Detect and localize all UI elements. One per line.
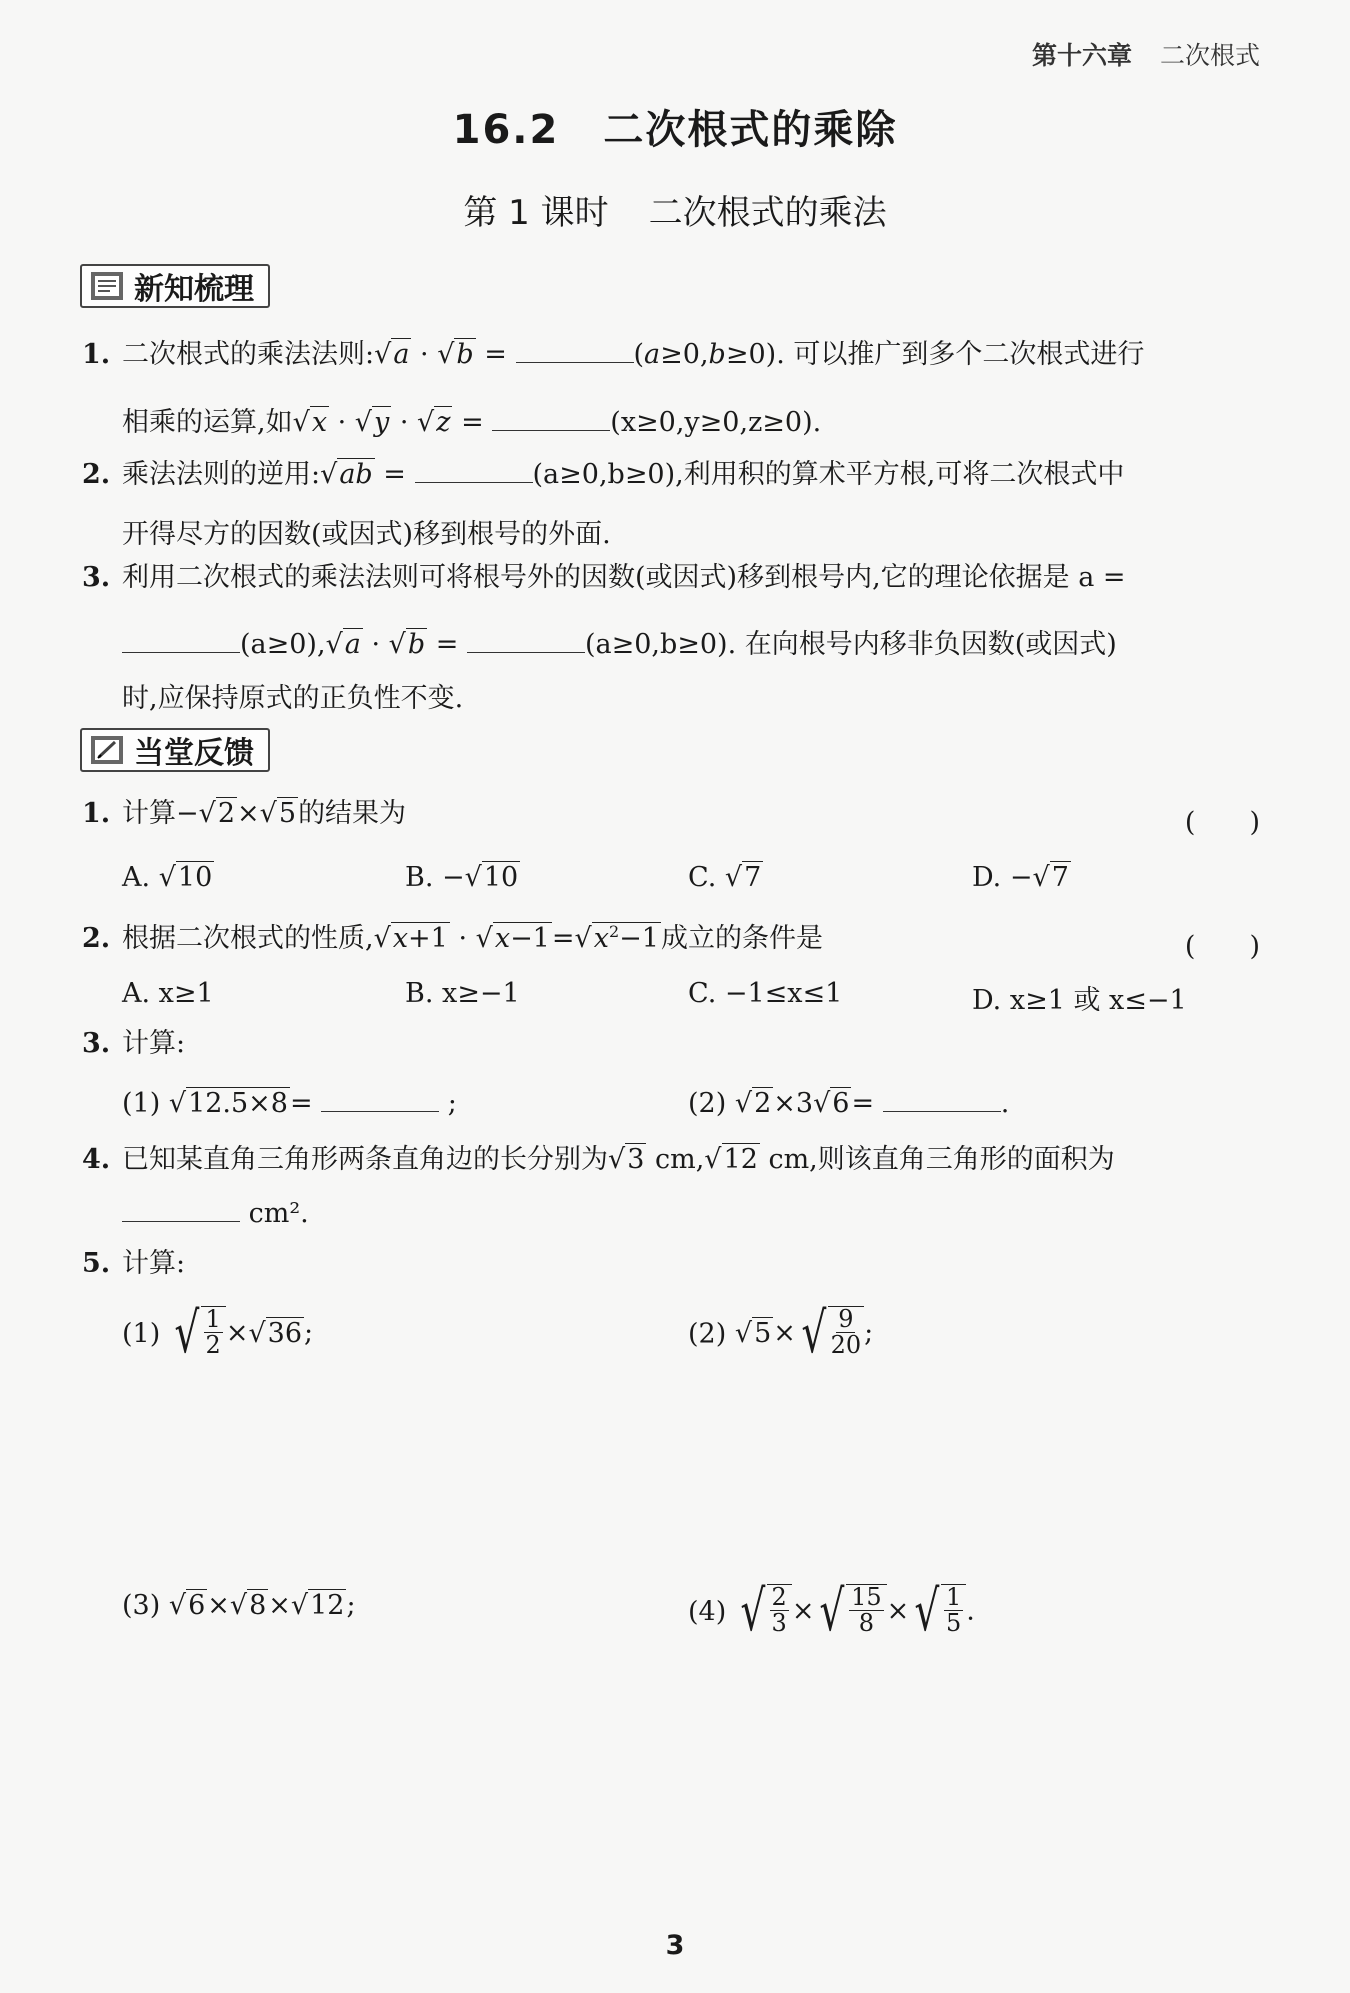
book-icon: [90, 271, 124, 301]
knowledge-item-2: 2. 乘法法则的逆用:√ab = (a≥0,b≥0),利用积的算术平方根,可将二次根式中: [82, 459, 1125, 490]
item-text: (: [633, 339, 645, 370]
option-d[interactable]: D. −√7: [972, 862, 1069, 893]
lesson-number: 第 1 课时: [463, 193, 609, 233]
question-4: 4. 已知某直角三角形两条直角边的长分别为√3 cm,√12 cm,则该直角三角形的面积为: [82, 1144, 1115, 1175]
question-text: 根据二次根式的性质,: [122, 923, 374, 954]
question-text: 计算: [122, 798, 176, 829]
section-header-label: 当堂反馈: [134, 736, 254, 771]
question-3-part-2: (2) √2×3√6= .: [688, 1088, 1010, 1119]
question-number: 1.: [82, 798, 111, 829]
question-2: 2. 根据二次根式的性质$,√x+1 \cdot √x-1=√x^2-1$成立的条件是: [82, 922, 823, 954]
option-c[interactable]: C. √7: [688, 862, 762, 893]
item-number: 3.: [82, 562, 111, 593]
item-text: (a≥0,b≥0),利用积的算术平方根,可将二次根式中: [532, 459, 1125, 490]
question-5-part-1: (1) √ $\frac{1}{2}$ ×√36;: [122, 1301, 314, 1366]
question-text: cm².: [248, 1198, 309, 1229]
answer-bracket[interactable]: ( ): [1184, 807, 1260, 838]
knowledge-item-2-line2: 开得尽方的因数(或因式)移到根号的外面.: [122, 519, 611, 550]
question-3: [82, 1030, 185, 1057]
question-4-line2: [122, 1198, 309, 1229]
question-5: [82, 1250, 185, 1277]
pencil-icon: [90, 735, 124, 765]
item-text: (a≥0),: [240, 629, 326, 660]
sqrt-x: √x: [292, 407, 328, 438]
chapter-label: 第十六章: [1031, 41, 1132, 70]
item-text: 二次根式的乘法法则:: [122, 339, 375, 370]
sqrt-a: √a: [374, 339, 410, 370]
section-number: 16.2: [452, 107, 560, 153]
answer-bracket[interactable]: ( ): [1184, 931, 1260, 962]
section-header-label: 新知梳理: [134, 272, 254, 307]
answer-blank[interactable]: [492, 408, 610, 431]
item-text: ). 可以推广到多个二次根式进行: [765, 339, 1145, 370]
section-title-text: 二次根式的乘除: [603, 107, 898, 153]
sqrt-b: √b: [388, 629, 426, 660]
running-header: [1032, 36, 1260, 72]
sqrt-z: √z: [417, 407, 451, 438]
page-number: 3: [665, 1930, 685, 1961]
question-text: cm,: [646, 1144, 705, 1175]
option-a[interactable]: A. x≥1: [122, 978, 214, 1009]
question-5-part-4: (4) √ $\frac{2}{3}$ × √ $\frac{15}{8}$ × √ $\frac{1}{5}$ .: [688, 1579, 975, 1644]
question-1: 1. 计算−√2×√5的结果为: [82, 798, 407, 829]
option-a[interactable]: A. √10: [122, 862, 213, 893]
question-text: cm,则该直角三角形的面积为: [759, 1144, 1115, 1175]
answer-blank[interactable]: [122, 630, 240, 653]
section-title: [0, 98, 1350, 155]
question-text: 成立的条件是: [660, 923, 823, 954]
question-number: 3.: [82, 1028, 111, 1059]
sqrt-b: √b: [437, 339, 474, 370]
item-text: 利用二次根式的乘法法则可将根号外的因数(或因式)移到根号内,它的理论依据是 a =: [122, 562, 1126, 593]
knowledge-item-1: 1. 二次根式的乘法法则:√a · √b = (a≥0,b≥0). 可以推广到多个二次根式进行: [82, 339, 1145, 370]
question-text: 计算:: [122, 1028, 186, 1059]
question-5-part-3: (3) √6×√8×√12;: [122, 1590, 356, 1621]
item-text: (x≥0,y≥0,z≥0).: [610, 407, 822, 438]
question-number: 4.: [82, 1144, 111, 1175]
option-b[interactable]: B. −√10: [405, 862, 519, 893]
answer-blank[interactable]: [122, 1199, 240, 1222]
answer-blank[interactable]: [883, 1089, 1001, 1112]
lesson-title: [0, 185, 1350, 234]
item-number: 2.: [82, 459, 111, 490]
sqrt-a: √a: [325, 629, 361, 660]
question-number: 5.: [82, 1248, 111, 1279]
option-b[interactable]: B. x≥−1: [405, 978, 520, 1009]
option-c[interactable]: C. −1≤x≤1: [688, 978, 843, 1009]
answer-blank[interactable]: [516, 340, 634, 363]
sqrt-ab: √ab: [320, 459, 373, 490]
knowledge-item-3-line2: (a≥0),√a · √b = (a≥0,b≥0). 在向根号内移非负因数(或因式): [122, 622, 1117, 661]
lesson-title-text: 二次根式的乘法: [648, 193, 887, 233]
option-d[interactable]: D. x≥1 或 x≤−1: [972, 985, 1187, 1016]
item-text: 乘法法则的逆用:: [122, 459, 321, 490]
knowledge-item-1-line2: 相乘的运算,如√x · √y · √z = (x≥0,y≥0,z≥0).: [122, 407, 822, 438]
sqrt-y: √y: [354, 407, 390, 438]
question-text: 计算:: [122, 1248, 186, 1279]
item-text: (a≥0,b≥0). 在向根号内移非负因数(或因式): [584, 629, 1117, 660]
section-header-feedback: [80, 728, 270, 772]
question-text: 已知某直角三角形两条直角边的长分别为: [122, 1144, 608, 1175]
answer-blank[interactable]: [467, 630, 585, 653]
question-number: 2.: [82, 923, 111, 954]
knowledge-item-3: [82, 564, 1126, 591]
question-3-part-1: (1) √12.5×8= ;: [122, 1088, 457, 1119]
item-number: 1.: [82, 339, 111, 370]
answer-blank[interactable]: [415, 460, 533, 483]
chapter-title: 二次根式: [1159, 41, 1260, 70]
question-text: 的结果为: [298, 798, 407, 829]
item-text: 相乘的运算,如: [122, 407, 293, 438]
knowledge-item-3-line3: 时,应保持原式的正负性不变.: [122, 683, 464, 714]
answer-blank[interactable]: [321, 1089, 439, 1112]
question-5-part-2: (2) √5× √ $\frac{9}{20}$ ;: [688, 1301, 874, 1366]
section-header-knowledge: [80, 264, 270, 308]
